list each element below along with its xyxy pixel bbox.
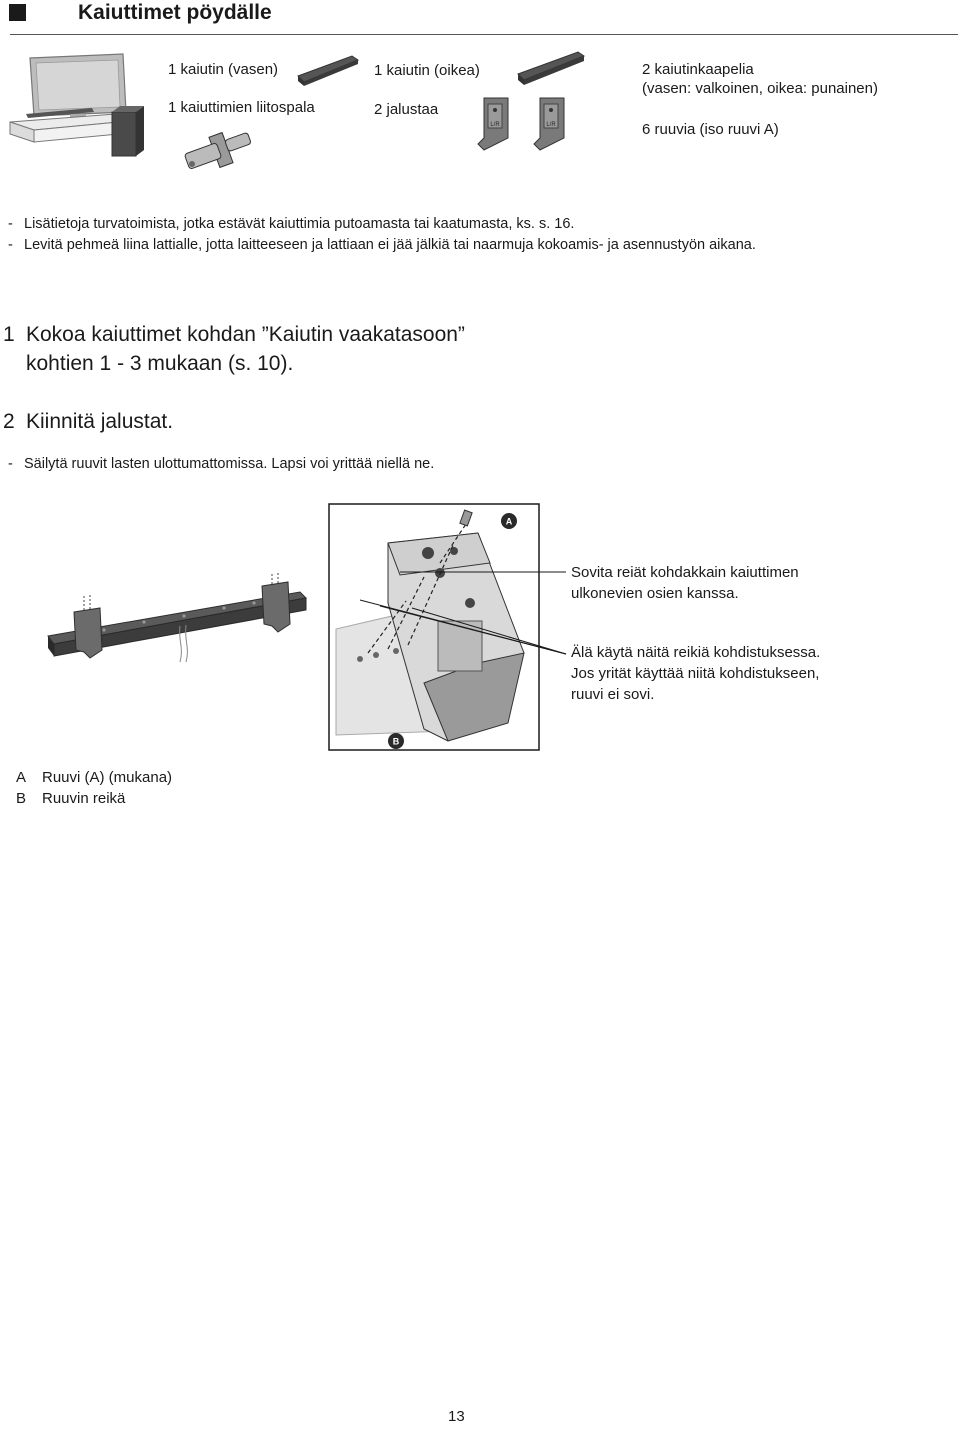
step-text: Kokoa kaiuttimet kohdan ”Kaiutin vaakatasoon” [26, 323, 465, 346]
legend-key: A [16, 769, 27, 786]
header-divider [10, 34, 958, 35]
step-1-line2: kohtien 1 - 3 mukaan (s. 10). [26, 352, 294, 375]
legend-key: B [16, 790, 27, 807]
note-safety [8, 214, 574, 234]
callout-warning-line3: ruuvi ei sovi. [571, 686, 655, 703]
note-dash: - [8, 237, 13, 253]
note-dash: - [8, 456, 13, 472]
connector-illustration [178, 128, 258, 176]
callout-align-line1: Sovita reiät kohdakkain kaiuttimen [571, 564, 799, 581]
legend-text: Ruuvin reikä [42, 790, 126, 807]
legend-item-a [16, 767, 172, 788]
note-text: Säilytä ruuvit lasten ulottumattomissa. Lapsi voi yrittää niellä ne. [24, 456, 435, 472]
badge-a-icon [500, 512, 518, 530]
stands-illustration [474, 94, 574, 158]
part-stands: 2 jalustaa [374, 101, 439, 118]
stand-label-left: L/R [490, 122, 500, 128]
step-2-note [8, 454, 434, 474]
step-text: Kiinnitä jalustat. [26, 410, 174, 433]
note-dash: - [8, 216, 13, 232]
speaker-right-illustration [516, 50, 586, 88]
part-cables-line1: 2 kaiutinkaapelia [642, 61, 754, 78]
callout-warning-line2: Jos yrität käyttää niitä kohdistukseen, [571, 665, 820, 682]
note-text: Levitä pehmeä liina lattialle, jotta laitteeseen ja lattiaan ei jää jälkiä tai naarmuja kokoamis- ja asennustyön aikana. [24, 237, 756, 253]
part-connector: 1 kaiuttimien liitospala [168, 99, 315, 116]
badge-b-label: B [392, 736, 400, 747]
note-cloth [8, 235, 756, 255]
part-cables-line2: (vasen: valkoinen, oikea: punainen) [642, 80, 878, 97]
note-text: Lisätietoja turvatoimista, jotka estävät kaiuttimia putoamasta tai kaatumasta, ks. s. 16. [24, 216, 575, 232]
section-title: Kaiuttimet pöydälle [78, 1, 272, 24]
legend-text: Ruuvi (A) (mukana) [42, 769, 173, 786]
legend-item-b [16, 788, 125, 809]
part-speaker-left: 1 kaiutin (vasen) [168, 61, 279, 78]
callout-leaders [400, 550, 570, 660]
part-speaker-right: 1 kaiutin (oikea) [374, 62, 480, 79]
step-1 [3, 320, 465, 350]
badge-a-label: A [505, 516, 513, 527]
step-number: 2 [3, 410, 15, 433]
section-bullet-icon [9, 4, 26, 21]
speaker-assembly-illustration [44, 570, 314, 670]
part-screws: 6 ruuvia (iso ruuvi A) [642, 121, 779, 138]
step-2 [3, 407, 173, 437]
page-number: 13 [448, 1408, 465, 1425]
callout-warning-line1: Älä käytä näitä reikiä kohdistuksessa. [571, 644, 821, 661]
badge-b-icon [387, 732, 405, 750]
stand-label-right: L/R [546, 122, 556, 128]
callout-align-line2: ulkonevien osien kanssa. [571, 585, 739, 602]
tv-setup-illustration [8, 50, 148, 162]
speaker-left-illustration [296, 54, 360, 88]
step-number: 1 [3, 323, 15, 346]
